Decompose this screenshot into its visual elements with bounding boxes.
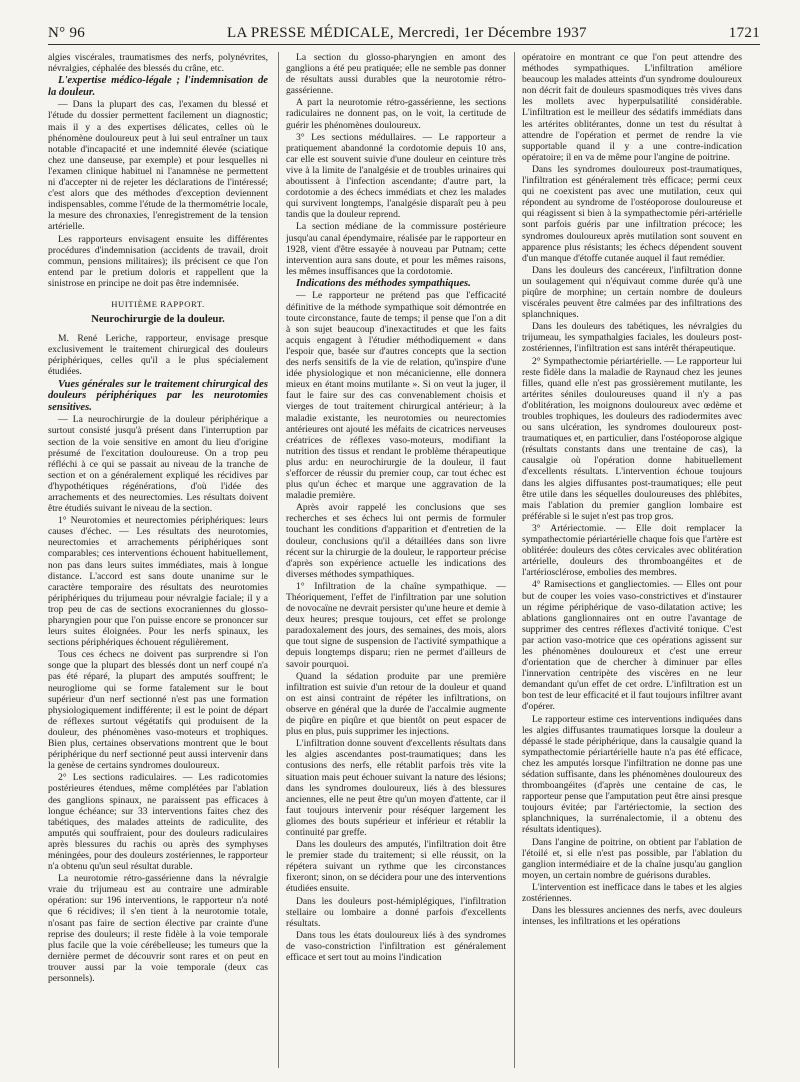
page-header bbox=[48, 20, 760, 45]
report-title: Neurochirurgie de la douleur. bbox=[91, 314, 225, 326]
report-label: HUITIÈME RAPPORT. bbox=[111, 298, 205, 309]
column-divider-2 bbox=[514, 52, 515, 1068]
paragraph: M. René Leriche, rapporteur, envisage presque exclusivement le traitement chirurgical des douleurs périphériques, celles qu'il a le plus spécialement étudiées. bbox=[48, 333, 268, 378]
paragraph: Tous ces échecs ne doivent pas surprendre si l'on songe que la plupart des blessés dont un nerf coupé n'a pas été réparé, la plupart des amputés souffrent; le neurogliome qui se forme fatalement sur le bout supérieur d'un nerf sectionné n'est pas une formation physiologiquement indifférente; il est le point de départ de réflexes surtout végétatifs qui produisent de la douleur, des phénomènes vaso-moteurs et trophiques. Bien plus, certaines observations montrent que le bout périphérique du nerf sectionné peut aussi intervenir dans la genèse de certains syndromes douloureux. bbox=[48, 649, 268, 772]
paragraph: 1° Infiltration de la chaîne sympathique. — Théoriquement, l'effet de l'infiltration par une solution de novocaïne ne devrait persister qu'une heure et demie à deux heures; presque toujours, cet effet se prolonge paradoxalement des jours, des semaines, des mois, alors que tout signe de suspension de l'activité sympathique a depuis longtemps disparu; rien ne permet d'ailleurs de savoir pourquoi. bbox=[286, 580, 506, 670]
paragraph: La neurotomie rétro-gassérienne dans la névralgie vraie du trijumeau est au contraire une admirable opération: sur 196 interventions, le rapporteur n'a noté que 6 récidives; il s'en tient à la neurotomie totale, n'osant pas faire de section élective par crainte d'une reprise des douleurs; il reste fidèle à la voie temporale plus facile que la voie cérébelleuse; les tumeurs que la dernière permet de découvrir sont rares et on peut en trouver aussi par la voie temporale (deux cas personnels). bbox=[48, 873, 268, 984]
column-divider-1 bbox=[278, 52, 279, 1068]
paragraph: La section du glosso-pharyngien en amont des ganglions a été peu pratiquée; elle ne semble pas donner de résultats aussi durables que la neurotomie rétro-gassérienne. bbox=[286, 52, 506, 97]
paragraph: Les rapporteurs envisagent ensuite les différentes procédures d'indemnisation (accidents de travail, droit commun, pensions militaires); ils précisent ce que l'on entend par le pretium doloris et rappellent que la sinistrose en principe ne doit pas être indemnisée. bbox=[48, 233, 268, 289]
paragraph: Dans les douleurs post-hémiplégiques, l'infiltration stellaire ou lombaire a donné parfois d'excellents résultats. bbox=[286, 895, 506, 929]
paragraph: — Dans la plupart des cas, l'examen du blessé et l'étude du dossier permettent facilement un diagnostic; mais il y a des expertises délicates, celles où le phénomène douloureux peut à lui seul entraîner un taux notable d'incapacité et une indemnité élevée (sciatique chez une danseuse, par exemple) et pour lesquelles ni l'examen clinique habituel ni l'anamnèse ne permettent ni d'accepter ni de rejeter les déclarations de l'intéressé; c'est alors que des méthodes d'exception deviennent indispensables, comme l'étude de la thermométrie locale, la mesure des chronaxies, l'enregistrement de la tension artérielle. bbox=[48, 99, 268, 233]
column-3 bbox=[522, 52, 742, 1072]
column-1 bbox=[48, 52, 268, 1072]
paragraph: opératoire en montrant ce que l'on peut attendre des méthodes sympathiques. L'infiltration améliore beaucoup les malades atteints d'un syndrome douloureux non décrit fait de douleurs spasmodiques très vives dans les mollets avec hyperpulsatilité considérable. L'infiltration est le meilleur des sédatifs immédiats dans les artérites oblitérantes, donne un test du résultat à attendre de l'opération et permet de rendre la vie supportable quand il y a une contre-indication opératoire; il en va de même pour l'angine de poitrine. bbox=[522, 52, 742, 163]
paragraph: 3° Artériectomie. — Elle doit remplacer la sympathectomie périartérielle chaque fois que l'artère est oblitérée: douleurs des côtes cervicales avec oblitération artérielle, douleurs des thromboangéites et de l'artériosclérose, embolies des membres. bbox=[522, 522, 742, 579]
section-heading: L'expertise médico-légale ; l'indemnisation de la douleur. bbox=[48, 75, 268, 98]
section-heading: Vues générales sur le traitement chirurgical des douleurs périphériques par les neurotomies sensitives. bbox=[48, 378, 268, 413]
paragraph: Dans l'angine de poitrine, on obtient par l'ablation de l'étoilé et, si elle n'est pas possible, par l'ablation du ganglion intermédiaire et de la chaîne jusqu'au ganglion moyen, un certain nombre de guérisons durables. bbox=[522, 836, 742, 881]
paragraph: Quand la sédation produite par une première infiltration est suivie d'un retour de la douleur et quand on est ainsi contraint de répéter les infiltrations, on observe en général que la durée de l'accalmie augmente de piqûre en piqûre et que bientôt on peut espacer de plus en plus, puis supprimer les injections. bbox=[286, 670, 506, 738]
issue-number: N° 96 bbox=[48, 25, 86, 41]
page-number: 1721 bbox=[728, 25, 760, 41]
paragraph: 4° Ramisections et gangliectomies. — Elles ont pour but de couper les voies vaso-constrictives et d'instaurer un régime périphérique de vaso-dilatation active; les ablations ganglionnaires ont en outre l'avantage de supprimer des centres réflexes d'activité tonique. C'est par action vaso-motrice que ces opérations agissent sur les phénomènes douloureux et c'est une erreur d'orientation que de chercher à diminuer par elles l'innervation centripète des viscères en ne leur demandant qu'un effet de cet ordre. L'infiltration est un bon test de leur efficacité et il faut toujours infiltrer avant d'opérer. bbox=[522, 579, 742, 713]
paragraph: — Le rapporteur ne prétend pas que l'efficacité définitive de la méthode sympathique soit démontrée en toute circonstance, faute de temps; il pense que l'on a dit à son sujet beaucoup d'inexactitudes et que les faits acquis engagent à l'étudier méthodiquement « dans l'espoir que, basée sur d'autres concepts que la section des nerfs sensitifs de la vie de relation, qu'inspire d'une idée physiologique et non mécanicienne, elle donnera mieux en étant moins mutilante ». Si on veut la juger, il faut le faire sur des cas convenablement choisis et vierges de tout traitement chirurgical antérieur; à la maladie existante, les neurotomies ou neurectomies antérieures ont ajouté les méfaits de cicatrices nerveuses créatrices de réflexes vaso-moteurs, modifiant la nutrition des tissus et rendant le problème thérapeutique plus ardu: en neurochirurgie de la douleur, il faut s'efforcer de réussir du premier coup, car tout échec est plus qu'un échec et marque une aggravation de la maladie première. bbox=[286, 290, 506, 502]
paragraph: Dans les douleurs des tabétiques, les névralgies du trijumeau, les sympathalgies faciales, les douleurs post-zostériennes, l'infiltration est sans intérêt thérapeutique. bbox=[522, 321, 742, 355]
paragraph: Après avoir rappelé les conclusions que ses recherches et ses échecs lui ont permis de formuler touchant les conditions d'apparition et d'entretien de la douleur, conclusions qu'il a détaillées dans son livre récent sur la chirurgie de la douleur, le rapporteur précise d'après son expérience actuelle les indications des diverses méthodes sympathiques. bbox=[286, 502, 506, 580]
paragraph: 2° Les sections radiculaires. — Les radicotomies postérieures étendues, même complétées par l'ablation des ganglions spinaux, ne paraissent pas efficaces à longue échéance; sur 33 interventions faites chez des tabétiques, des malades atteints de radiculite, des amputés qui souffraient, pour des douleurs radiculaires après blessures du rachis ou après des symphyses méningées, pour des douleurs zostériennes, le rapporteur n'a obtenu qu'un seul résultat durable. bbox=[48, 772, 268, 873]
paragraph: 3° Les sections médullaires. — Le rapporteur a pratiquement abandonné la cordotomie depuis 10 ans, car elle est souvent suivie d'une douleur en ceinture très vive à la limite de l'analgésie et de troubles urinaires qui aboutissent à l'infection ascendante; d'autre part, la cordotomie a des échecs immédiats et chez les malades qui survivent longtemps, l'analgésie disparaît peu à peu tandis que la douleur reprend. bbox=[286, 131, 506, 221]
paragraph: Dans les douleurs des amputés, l'infiltration doit être le premier stade du traitement; si elle réussit, on la répétera suivant un rythme que les circonstances fixeront; sinon, on se décidera pour une des interventions étudiées ensuite. bbox=[286, 839, 506, 895]
paragraph: algies viscérales, traumatismes des nerfs, polynévrites, névralgies, céphalée des blessés du crâne, etc. bbox=[48, 52, 268, 75]
paragraph: Dans les blessures anciennes des nerfs, avec douleurs intenses, les infiltrations et les opérations bbox=[522, 905, 742, 928]
paragraph: 1° Neurotomies et neurectomies périphériques: leurs causes d'échec. — Les résultats des neurotomies, neurectomies et arrachements périphériques sont comparables; ces interventions échouent habituellement, non pas dans leurs suites immédiates, mais à longue distance. L'accord est sans doute unanime sur le caractère temporaire des résultats des neurotomies périphériques du trijumeau pour névralgie faciale; il y a trop peu de cas de sections exocraniennes du glosso-pharyngien pour que l'on puisse encore se prononcer sur leurs suites éloignées. Pour les nerfs spinaux, les sections périphériques échouent régulièrement. bbox=[48, 515, 268, 649]
paragraph: La section médiane de la commissure postérieure jusqu'au canal épendymaire, réalisée par le rapporteur en 1928, vient d'être essayée à nouveau par Putnam; cette intervention aura sans doute, et pour les mêmes raisons, les mêmes insuffisances que la cordotomie. bbox=[286, 221, 506, 277]
paragraph: 2° Sympathectomie périartérielle. — Le rapporteur lui reste fidèle dans la maladie de Raynaud chez les jeunes filles, quand elle n'est pas grossièrement mutilante, les artérites séniles douloureuses quand il n'y a pas d'oblitération, les moignons douloureux avec œdème et troubles trophiques, les douleurs des radiodermites avec ou sans ulcération, les syndromes douloureux post-traumatiques et, en particulier, dans l'ostéoporose algique (résultats constants dans une trentaine de cas), la causalgie où l'opération donne habituellement d'excellents résultats. L'intervention échoue toujours dans les algies diffusantes post-traumatiques; elle peut être utile dans les séquelles douloureuses des phlébites, mais l'ablation du premier ganglion lombaire est préférable si le sujet n'est pas trop gros. bbox=[522, 355, 742, 522]
paragraph: Dans les douleurs des cancéreux, l'infiltration donne un soulagement qui n'équivaut comme durée qu'à une piqûre de morphine; un certain nombre de douleurs viscérales peuvent être calmées par des infiltrations des splanchniques. bbox=[522, 264, 742, 321]
paragraph: L'intervention est inefficace dans le tabes et les algies zostériennes. bbox=[522, 881, 742, 905]
paragraph: — La neurochirurgie de la douleur périphérique a surtout consisté jusqu'à présent dans l'interruption par section de la voie sensitive en amont du lieu d'origine présumé de l'excitation douloureuse. On a trop peu réfléchi à ce qui se passait au niveau de la tranche de section et on a généralement expliqué les récidives par d'hypothétiques régénérations, d'où l'idée des arrachements et des neurectomies. Les résultats doivent être étudiés suivant le niveau de la section. bbox=[48, 414, 268, 515]
journal-title: LA PRESSE MÉDICALE, Mercredi, 1er Décembre 1937 bbox=[227, 25, 587, 41]
paragraph: Dans tous les états douloureux liés à des syndromes de vaso-constriction l'infiltration est généralement efficace et sert tout au moins l'indication bbox=[286, 929, 506, 963]
paragraph: Dans les syndromes douloureux post-traumatiques, l'infiltration est généralement très efficace; permi ceux qui ne coexistent pas avec une mutilation, ceux qui répondent au syndrome de l'ostéoporose douloureuse et qui réagissent si bien à la sympathectomie péri-artérielle sont parfois guéris par une infiltration précoce; les syndromes douloureux après mutilation sont souvent en apparence plus résistants; les échecs dépendent souvent d'un manque d'étoffe cutanée auquel il faut remédier. bbox=[522, 163, 742, 264]
column-2 bbox=[286, 52, 506, 1072]
paragraph: A part la neurotomie rétro-gassérienne, les sections radiculaires ne donnent pas, on le voit, la certitude de guérir les phénomènes douloureux. bbox=[286, 97, 506, 131]
section-heading: Indications des méthodes sympathiques. bbox=[296, 277, 471, 289]
paragraph: L'infiltration donne souvent d'excellents résultats dans les algies ascendantes post-traumatiques; dans les contusions des nerfs, elle rétablit parfois très vite la situation mais peut échouer suivant la nature des lésions; dans les syndromes douloureux, liés à des blessures anciennes, elle ne peut être qu'un moyen d'attente, car il faut toujours intervenir pour réséquer largement les gliomes des bouts supérieur et inférieur et rétablir la continuité par greffe. bbox=[286, 738, 506, 838]
paragraph: Le rapporteur estime ces interventions indiquées dans les algies diffusantes traumatiques lorsque la douleur a dépassé le stade périphérique, dans la causalgie quand la sympathectomie périartérielle haute n'a pas été efficace, chez les amputés lorsque l'infiltration ne donne pas une sédation suffisante, dans les phénomènes douloureux des thromboangéites (d'après une centaine de cas, le rapporteur pense que l'amputation peut être ainsi presque toujours évitée; par l'artériectomie, la section des splanchniques, la surrénalectomie, il a obtenu des résultats identiques). bbox=[522, 713, 742, 836]
